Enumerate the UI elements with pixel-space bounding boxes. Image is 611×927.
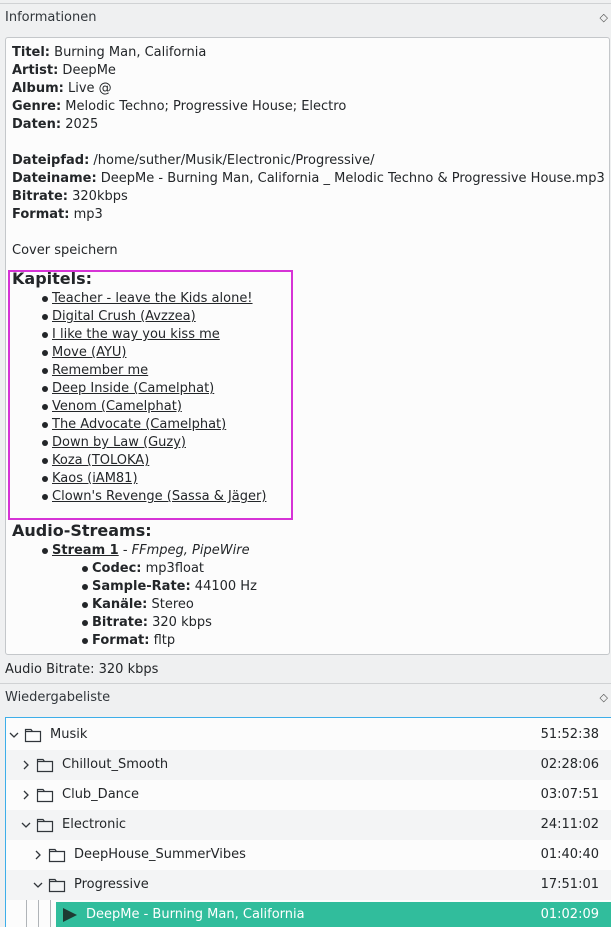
chapter-item <box>12 398 602 416</box>
info-panel-title: Informationen <box>5 10 97 25</box>
tree-row-label: Electronic <box>62 817 127 832</box>
chevron-right-icon[interactable] <box>20 789 32 801</box>
chevron-right-icon[interactable] <box>32 849 44 861</box>
stream-description: FFmpeg, PipeWire <box>131 543 250 558</box>
tree-row-duration: 24:11:02 <box>540 817 599 832</box>
chapter-item <box>12 380 602 398</box>
tree-row-deephouse[interactable] <box>6 840 611 870</box>
stream-bitrate: Bitrate: 320 kbps <box>12 614 602 632</box>
chevron-down-icon[interactable] <box>32 879 44 891</box>
chapter-item <box>12 290 602 308</box>
tree-row-chillout[interactable] <box>6 750 611 780</box>
stream-sample-rate: Sample-Rate: 44100 Hz <box>12 578 602 596</box>
meta-genre: Genre: Melodic Techno; Progressive House; Electro <box>12 99 347 114</box>
meta-album: Album: Live @ <box>12 81 112 96</box>
tree-row-label: Musik <box>50 727 88 742</box>
stream-properties-list <box>12 560 602 650</box>
chapter-link[interactable]: Down by Law (Guzy) <box>52 435 186 450</box>
tree-row-label: Progressive <box>74 877 149 892</box>
chapter-link[interactable]: Remember me <box>52 363 149 378</box>
stream-codec: Codec: mp3float <box>12 560 602 578</box>
file-bitrate: Bitrate: 320kbps <box>12 189 128 204</box>
file-name: Dateiname: DeepMe - Burning Man, California _ Melodic Techno & Progressive House.mp3 <box>12 171 605 186</box>
tree-row-label: Club_Dance <box>62 787 140 802</box>
tree-guide-line <box>26 900 27 927</box>
tree-row-duration: 51:52:38 <box>540 727 599 742</box>
stream-link[interactable]: Stream 1 <box>52 543 119 558</box>
chapters-heading: Kapitels: <box>12 269 93 288</box>
file-format: Format: mp3 <box>12 207 103 222</box>
tree-row-label: DeepMe - Burning Man, California <box>86 907 305 922</box>
info-panel-title-bar <box>0 3 611 31</box>
meta-date: Daten: 2025 <box>12 117 99 132</box>
folder-icon <box>36 787 54 803</box>
chapter-link[interactable]: Digital Crush (Avzzea) <box>52 309 196 324</box>
info-content-box <box>5 37 610 655</box>
chapter-item <box>12 470 602 488</box>
tree-row-club-dance[interactable] <box>6 780 611 810</box>
status-bar-bitrate: Audio Bitrate: 320 kbps <box>5 662 159 677</box>
save-cover-link[interactable]: Cover speichern <box>12 243 118 258</box>
tree-row-label: Chillout_Smooth <box>62 757 169 772</box>
chapter-item <box>12 362 602 380</box>
chapter-link[interactable]: Clown's Revenge (Sassa & Jäger) <box>52 489 267 504</box>
tree-row-musik[interactable] <box>6 720 611 750</box>
playlist-panel-title-bar <box>0 683 611 711</box>
meta-artist: Artist: DeepMe <box>12 63 116 78</box>
play-icon <box>62 908 78 922</box>
chapter-item <box>12 344 602 362</box>
chapter-item <box>12 326 602 344</box>
tree-row-duration: 02:28:06 <box>540 757 599 772</box>
meta-title: Titel: Burning Man, California <box>12 45 207 60</box>
tree-row-duration: 17:51:01 <box>540 877 599 892</box>
float-panel-icon[interactable]: ◇ <box>599 691 608 704</box>
tree-row-now-playing[interactable] <box>6 900 611 927</box>
chapter-link[interactable]: The Advocate (Camelphat) <box>52 417 227 432</box>
folder-icon <box>48 847 66 863</box>
chapter-item <box>12 452 602 470</box>
folder-icon <box>24 727 42 743</box>
chevron-down-icon[interactable] <box>20 819 32 831</box>
playlist-tree[interactable] <box>5 717 611 927</box>
tree-guide-line <box>50 900 51 927</box>
chevron-down-icon[interactable] <box>8 729 20 741</box>
stream-channels: Kanäle: Stereo <box>12 596 602 614</box>
audio-streams-heading: Audio-Streams: <box>12 521 152 540</box>
audio-streams-list <box>12 542 602 560</box>
tree-row-label: DeepHouse_SummerVibes <box>74 847 246 862</box>
chapters-list <box>12 290 602 506</box>
tree-row-duration: 03:07:51 <box>540 787 599 802</box>
tree-row-duration: 01:40:40 <box>540 847 599 862</box>
chapter-item <box>12 308 602 326</box>
chevron-right-icon[interactable] <box>20 759 32 771</box>
chapter-item <box>12 416 602 434</box>
chapter-link[interactable]: Teacher - leave the Kids alone! <box>52 291 253 306</box>
file-path: Dateipfad: /home/suther/Musik/Electronic/Progressive/ <box>12 153 375 168</box>
chapter-link[interactable]: Move (AYU) <box>52 345 127 360</box>
chapter-item <box>12 434 602 452</box>
folder-icon <box>36 757 54 773</box>
chapter-link[interactable]: Venom (Camelphat) <box>52 399 182 414</box>
stream-item: Stream 1 - FFmpeg, PipeWire <box>12 542 602 560</box>
chapter-link[interactable]: I like the way you kiss me <box>52 327 220 342</box>
tree-row-duration: 01:02:09 <box>540 907 599 922</box>
chapter-item <box>12 488 602 506</box>
tree-guide-line <box>38 900 39 927</box>
chapter-link[interactable]: Kaos (iAM81) <box>52 471 138 486</box>
folder-icon <box>36 817 54 833</box>
tree-row-electronic[interactable] <box>6 810 611 840</box>
tree-row-progressive[interactable] <box>6 870 611 900</box>
playlist-panel-title: Wiedergabeliste <box>5 690 111 705</box>
float-panel-icon[interactable]: ◇ <box>599 11 608 24</box>
folder-icon <box>48 877 66 893</box>
chapter-link[interactable]: Deep Inside (Camelphat) <box>52 381 215 396</box>
chapter-link[interactable]: Koza (TOLOKA) <box>52 453 150 468</box>
stream-format: Format: fltp <box>12 632 602 650</box>
